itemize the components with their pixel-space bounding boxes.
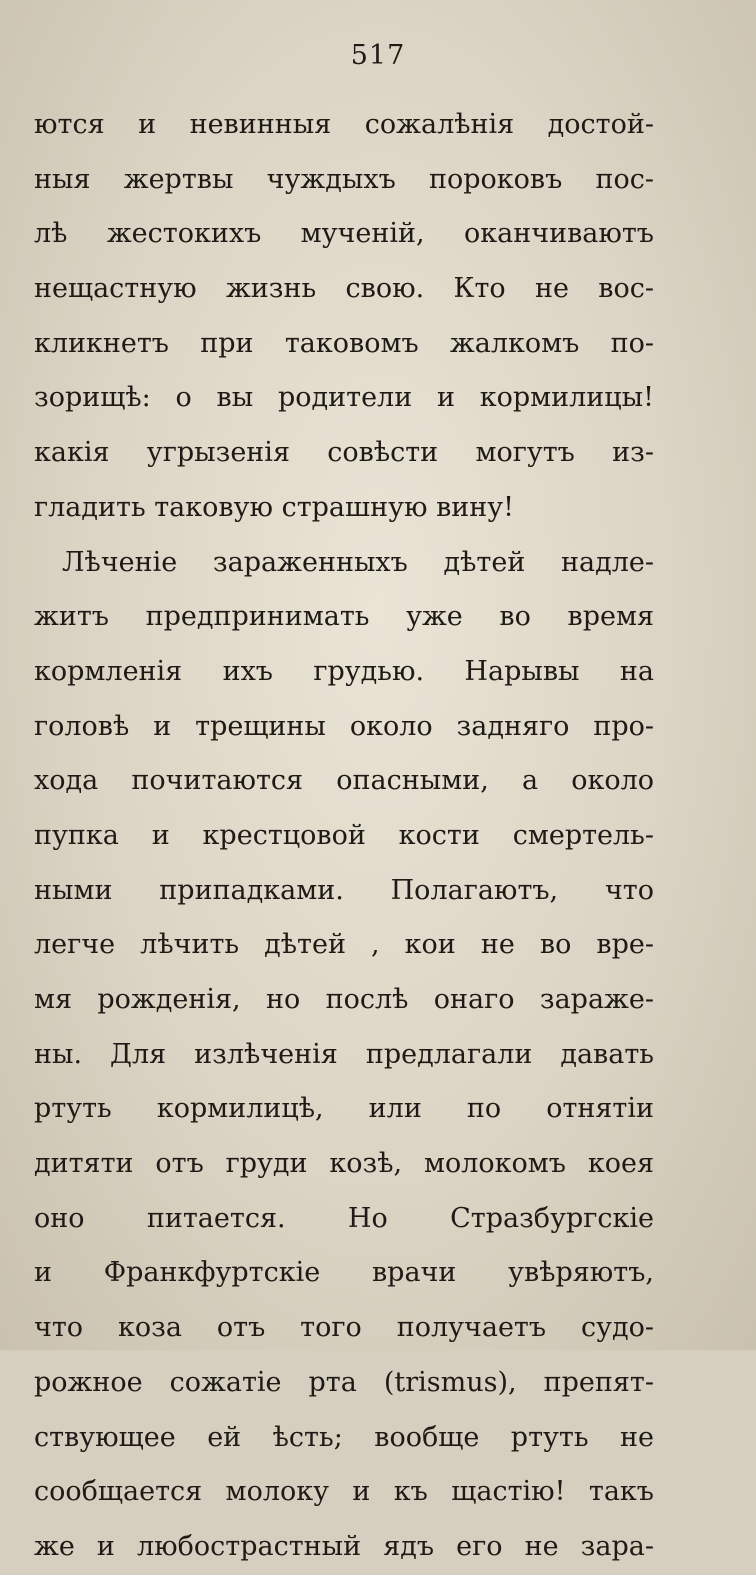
- text-line: зорищѣ: о вы родители и кормилицы!: [34, 382, 654, 414]
- page-number: 517: [350, 40, 406, 71]
- text-line: рожное сожатіе рта (trismus), препят-: [34, 1366, 654, 1398]
- text-line: ными припадками. Полагаютъ, что: [34, 874, 654, 906]
- text-line: гладить таковую страшную вину!: [34, 491, 515, 523]
- text-line: какія угрызенія совѣсти могутъ из-: [34, 437, 654, 469]
- text-line: хода почитаются опасными, а около: [34, 765, 654, 797]
- text-line: головѣ и трещины около задняго про-: [34, 710, 654, 742]
- text-line: Лѣченіе зараженныхъ дѣтей надле-: [62, 546, 654, 578]
- text-line: ствующее ей ѣсть; вообще ртуть не: [34, 1421, 654, 1453]
- text-line: оно питается. Но Стразбургскіе: [34, 1202, 654, 1234]
- page-text: [34, 98, 654, 1575]
- text-line: легче лѣчить дѣтей , кои не во вре-: [34, 929, 654, 961]
- text-line: что коза отъ того получаетъ судо-: [34, 1312, 654, 1344]
- text-line: дитяти отъ груди козѣ, молокомъ коея: [34, 1148, 654, 1180]
- text-line: ртуть кормилицѣ, или по отнятіи: [34, 1093, 654, 1125]
- text-line: кормленія ихъ грудью. Нарывы на: [34, 655, 654, 687]
- text-line: лѣ жестокихъ мученій, оканчиваютъ: [34, 218, 654, 250]
- text-line: кликнетъ при таковомъ жалкомъ по-: [34, 327, 654, 359]
- text-line: ются и невинныя сожалѣнія достой-: [34, 109, 654, 140]
- text-line: пупка и крестцовой кости смертель-: [34, 819, 654, 851]
- text-line: сообщается молоку и къ щастію! такъ: [34, 1476, 654, 1508]
- text-line: ны. Для излѣченія предлагали давать: [34, 1038, 654, 1070]
- text-line: нещастную жизнь свою. Кто не вос-: [34, 273, 654, 305]
- text-line: же и любострастный ядъ его не зара-: [34, 1530, 654, 1562]
- text-line: ныя жертвы чуждыхъ пороковъ пос-: [34, 163, 654, 195]
- text-line: и Франкфуртскіе врачи увѣряютъ,: [34, 1257, 654, 1289]
- text-line: житъ предпринимать уже во время: [34, 601, 654, 633]
- text-line: мя рожденія, но послѣ онаго зараже-: [34, 984, 654, 1015]
